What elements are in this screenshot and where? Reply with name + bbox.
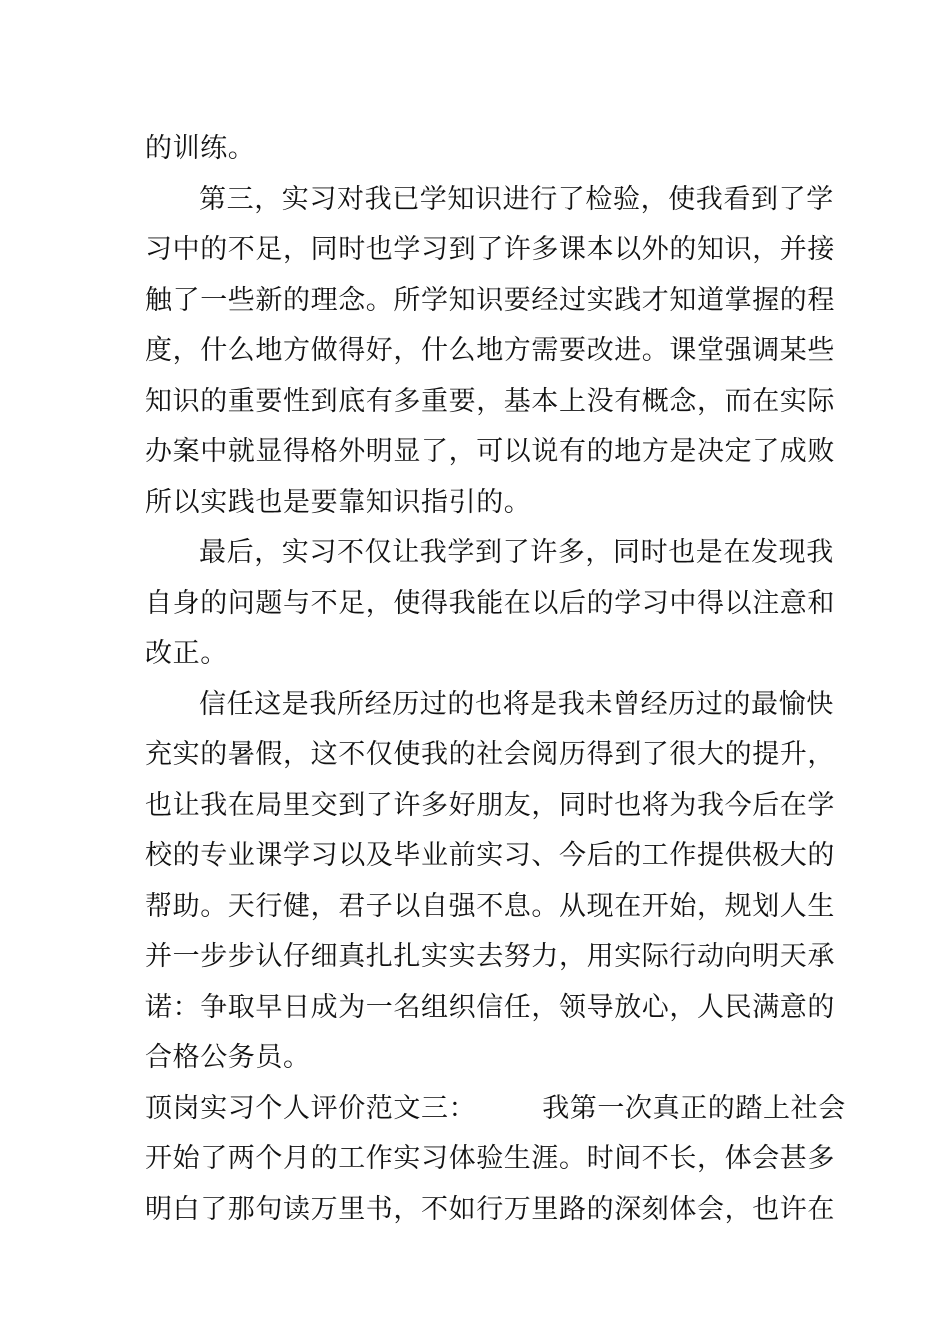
text-line: 开始了两个月的工作实习体验生涯。时间不长，体会甚多 [145,1143,835,1174]
document-body [145,124,846,1235]
text-line: 自身的问题与不足，使得我能在以后的学习中得以注意和 [145,587,835,619]
text-line: 诺：争取早日成为一名组织信任，领导放心，人民满意的 [145,991,835,1023]
text-line: 也让我在局里交到了许多好朋友，同时也将为我今后在学 [145,789,835,821]
text-line: 所以实践也是要靠知识指引的。 [145,486,532,518]
section-opening-text: 我第一次真正的踏上社会 [542,1092,846,1124]
section-heading-line [145,1084,846,1135]
text-line: 校的专业课学习以及毕业前实习、今后的工作提供极大的 [145,840,835,871]
text-line: 知识的重要性到底有多重要，基本上没有概念，而在实际 [145,385,835,417]
paragraph-first-line: 最后，实习不仅让我学到了许多，同时也是在发现我 [199,537,834,568]
text-line: 的训练。 [145,133,256,164]
paragraph-first-line: 信任这是我所经历过的也将是我未曾经历过的最愉快 [199,688,834,720]
text-line: 触了一些新的理念。所学知识要经过实践才知道掌握的程 [145,284,835,316]
text-line: 明白了那句读万里书，不如行万里路的深刻体会，也许在 [145,1193,835,1225]
paragraph-first-line: 第三，实习对我已学知识进行了检验，使我看到了学 [199,183,834,215]
text-line: 充实的暑假，这不仅使我的社会阅历得到了很大的提升， [145,739,835,770]
text-line: 办案中就显得格外明显了，可以说有的地方是决定了成败 [145,436,835,467]
text-line: 习中的不足，同时也学习到了许多课本以外的知识，并接 [145,234,835,265]
section-heading: 顶岗实习个人评价范文三： [145,1092,477,1124]
text-line: 帮助。天行健，君子以自强不息。从现在开始，规划人生 [145,890,835,922]
text-line: 合格公务员。 [145,1042,311,1073]
text-line: 度，什么地方做得好，什么地方需要改进。课堂强调某些 [145,335,835,366]
text-line: 并一步步认仔细真扎扎实实去努力，用实际行动向明天承 [145,941,835,972]
text-line: 改正。 [145,638,228,669]
